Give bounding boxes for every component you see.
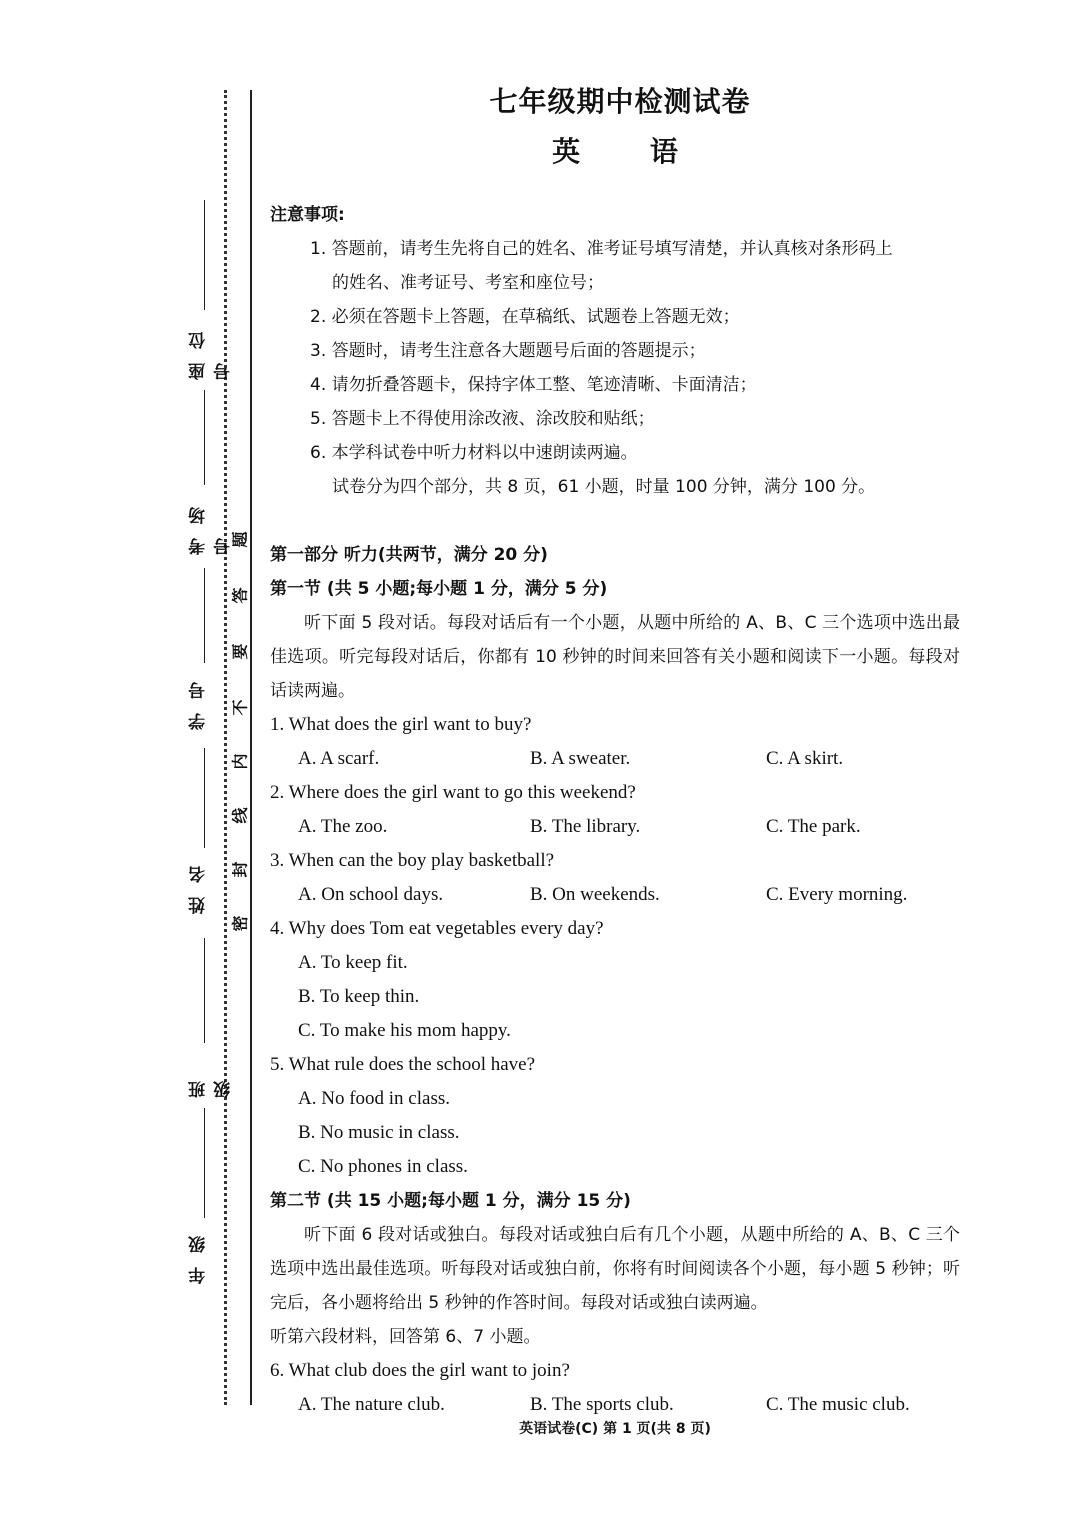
question-3 — [270, 844, 960, 912]
grade-label: 年级 — [189, 1222, 209, 1284]
section2-sub-instruction: 听第六段材料，回答第 6、7 小题。 — [270, 1327, 541, 1347]
seal-char: 内 — [230, 753, 250, 770]
notice-heading: 注意事项: — [270, 205, 345, 225]
option-c: C. A skirt. — [766, 748, 844, 769]
seat-number-label: 座位号 — [189, 318, 234, 380]
notice-item-text: 2. 必须在答题卡上答题，在草稿纸、试题卷上答题无效； — [310, 307, 740, 327]
name-label: 姓名 — [189, 852, 209, 914]
seal-char: 要 — [230, 643, 250, 660]
option-c: C. The park. — [766, 816, 861, 837]
notice-item — [270, 232, 960, 300]
question-stem: 2. Where does the girl want to go this weekend? — [270, 782, 636, 803]
question-2 — [270, 776, 960, 844]
seal-line-warning — [226, 528, 252, 948]
option-c: C. To make his mom happy. — [298, 1020, 511, 1041]
notice-item — [270, 300, 960, 334]
notice-item-text: 1. 答题前，请考生先将自己的姓名、准考证号填写清楚，并认真核对条形码上 — [310, 239, 893, 259]
exam-room-label: 考场号 — [189, 493, 234, 555]
class-label: 班级 — [189, 1067, 234, 1098]
exam-content — [270, 80, 960, 1422]
notice-item-text: 4. 请勿折叠答题卡，保持字体工整、笔迹清晰、卡面清洁； — [310, 375, 757, 395]
seal-char: 线 — [230, 807, 250, 824]
option-a: A. A scarf. — [298, 748, 380, 769]
question-6 — [270, 1354, 960, 1422]
option-a: A. The zoo. — [298, 816, 388, 837]
option-c: C. The music club. — [766, 1394, 910, 1415]
question-5 — [270, 1048, 960, 1184]
seal-char: 答 — [230, 587, 250, 604]
section2-instructions: 听下面 6 段对话或独白。每段对话或独白后有几个小题，从题中所给的 A、B、C 三个选项中选出最佳选项。听每段对话或独白前，你将有时间阅读各个小题，每小题 5 秒钟；听完后，各小题将给出 5 秒钟的作答时间。每段对话或独白读两遍。 — [270, 1225, 960, 1313]
notice-item-text: 5. 答题卡上不得使用涂改液、涂改胶和贴纸； — [310, 409, 655, 429]
part1-heading: 第一部分 听力(共两节，满分 20 分) — [270, 545, 548, 565]
grade-field[interactable] — [180, 1108, 220, 1298]
section1-instructions: 听下面 5 段对话。每段对话后有一个小题，从题中所给的 A、B、C 三个选项中选出最佳选项。听完每段对话后，你都有 10 秒钟的时间来回答有关小题和阅读下一小题。每段对话读两遍。 — [270, 613, 960, 701]
notice-list — [270, 232, 960, 470]
question-options — [270, 878, 960, 912]
notice-item — [270, 436, 960, 470]
question-options — [270, 1388, 960, 1422]
section2-heading: 第二节 (共 15 小题;每小题 1 分，满分 15 分) — [270, 1191, 631, 1211]
notice-item — [270, 402, 960, 436]
option-a: A. On school days. — [298, 884, 444, 905]
notice-item-text: 6. 本学科试卷中听力材料以中速朗读两遍。 — [310, 443, 638, 463]
student-info-fields — [180, 200, 234, 1310]
name-field[interactable] — [180, 748, 220, 928]
question-options — [270, 810, 960, 844]
notice-item — [270, 368, 960, 402]
option-b: B. The library. — [530, 816, 641, 837]
option-b: B. To keep thin. — [298, 986, 420, 1007]
exam-room-underline — [204, 390, 205, 485]
question-4 — [270, 912, 960, 1048]
class-field[interactable] — [180, 938, 234, 1098]
option-b: B. On weekends. — [530, 884, 660, 905]
option-b: B. The sports club. — [530, 1394, 674, 1415]
student-number-underline — [204, 568, 205, 663]
exam-room-field[interactable] — [180, 390, 234, 555]
page-footer: 英语试卷(C) 第 1 页(共 8 页) — [519, 1421, 711, 1437]
name-underline — [204, 748, 205, 848]
seal-char: 密 — [230, 915, 250, 932]
seat-number-field[interactable] — [180, 200, 234, 380]
seal-char: 不 — [230, 699, 250, 716]
seat-number-underline — [204, 200, 205, 310]
question-stem: 1. What does the girl want to buy? — [270, 714, 532, 735]
notice-item-text: 3. 答题时，请考生注意各大题题号后面的答题提示； — [310, 341, 706, 361]
notice-item-continuation: 的姓名、准考证号、考室和座位号； — [332, 273, 604, 293]
exam-summary: 试卷分为四个部分，共 8 页，61 小题，时量 100 分钟，满分 100 分。 — [332, 477, 876, 497]
option-b: B. A sweater. — [530, 748, 631, 769]
question-options — [270, 742, 960, 776]
page-title: 七年级期中检测试卷 — [489, 85, 751, 118]
option-c: C. Every morning. — [766, 884, 908, 905]
notice-item — [270, 334, 960, 368]
question-stem: 6. What club does the girl want to join? — [270, 1360, 570, 1381]
seal-char: 封 — [230, 861, 250, 878]
question-1 — [270, 708, 960, 776]
student-number-label: 学号 — [189, 668, 209, 730]
option-a: A. The nature club. — [298, 1394, 445, 1415]
subject-title: 英 语 — [552, 135, 708, 168]
seal-char: 题 — [230, 531, 250, 548]
option-a: A. No food in class. — [298, 1088, 450, 1109]
class-underline — [204, 938, 205, 1043]
option-b: B. No music in class. — [298, 1122, 460, 1143]
question-stem: 5. What rule does the school have? — [270, 1054, 536, 1075]
option-a: A. To keep fit. — [298, 952, 408, 973]
question-stem: 3. When can the boy play basketball? — [270, 850, 555, 871]
section1-heading: 第一节 (共 5 小题;每小题 1 分，满分 5 分) — [270, 579, 608, 599]
question-stem: 4. Why does Tom eat vegetables every day? — [270, 918, 604, 939]
option-c: C. No phones in class. — [298, 1156, 468, 1177]
student-number-field[interactable] — [180, 568, 220, 738]
grade-underline — [204, 1108, 205, 1218]
